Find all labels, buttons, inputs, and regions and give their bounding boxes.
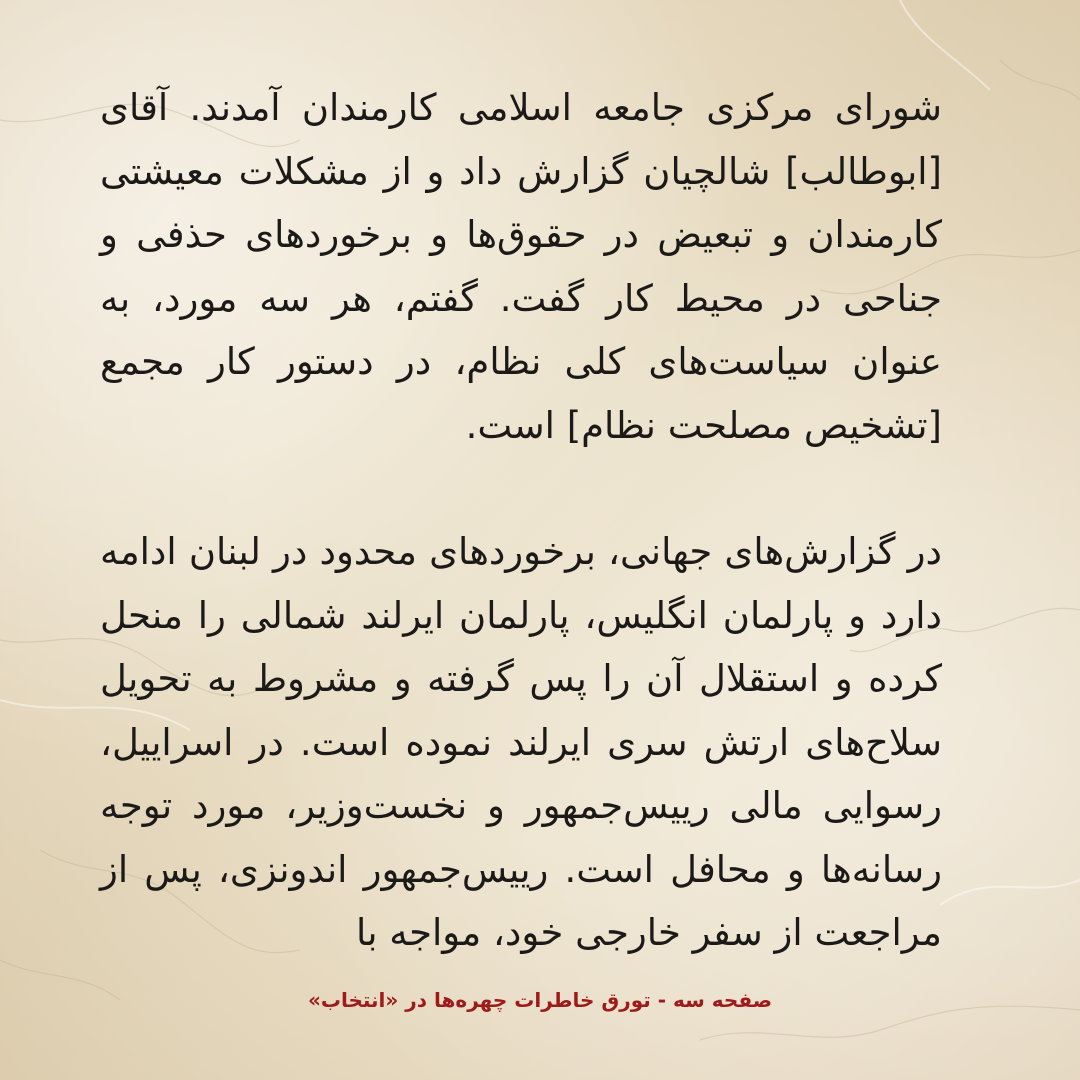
paragraph-1: شورای مرکزی جامعه اسلامی کارمندان آمدند. آقای [ابوطالب] شالچیان گزارش داد و از مشکلات معیشتی کارمندان و تبعیض در حقوق‌ها و برخوردهای حذفی و جناحی در محیط کار گفت. گفتم، هر سه مورد، به عنوان سیاست‌های کلی نظام، در دستور کار مجمع [تشخیص مصلحت نظام] است. — [100, 86, 942, 447]
paragraph-2: در گزارش‌های جهانی، برخوردهای محدود در لبنان ادامه دارد و پارلمان انگلیس، پارلمان ایرلند شمالی را منحل کرده و استقلال آن را پس گرفته و مشروط به تحویل سلاح‌های ارتش سری ایرلند نموده است. در اسراییل، رسوایی مالی رییس‌جمهور و نخست‌وزیر، مورد توجه رسانه‌ها و محافل است. رییس‌جمهور اندونزی، پس از مراجعت از سفر خارجی خود، مواجه با — [100, 530, 942, 954]
page-footer-caption: صفحه سه - تورق خاطرات چهره‌ها در «انتخاب» — [307, 988, 773, 1012]
document-body — [100, 76, 942, 976]
